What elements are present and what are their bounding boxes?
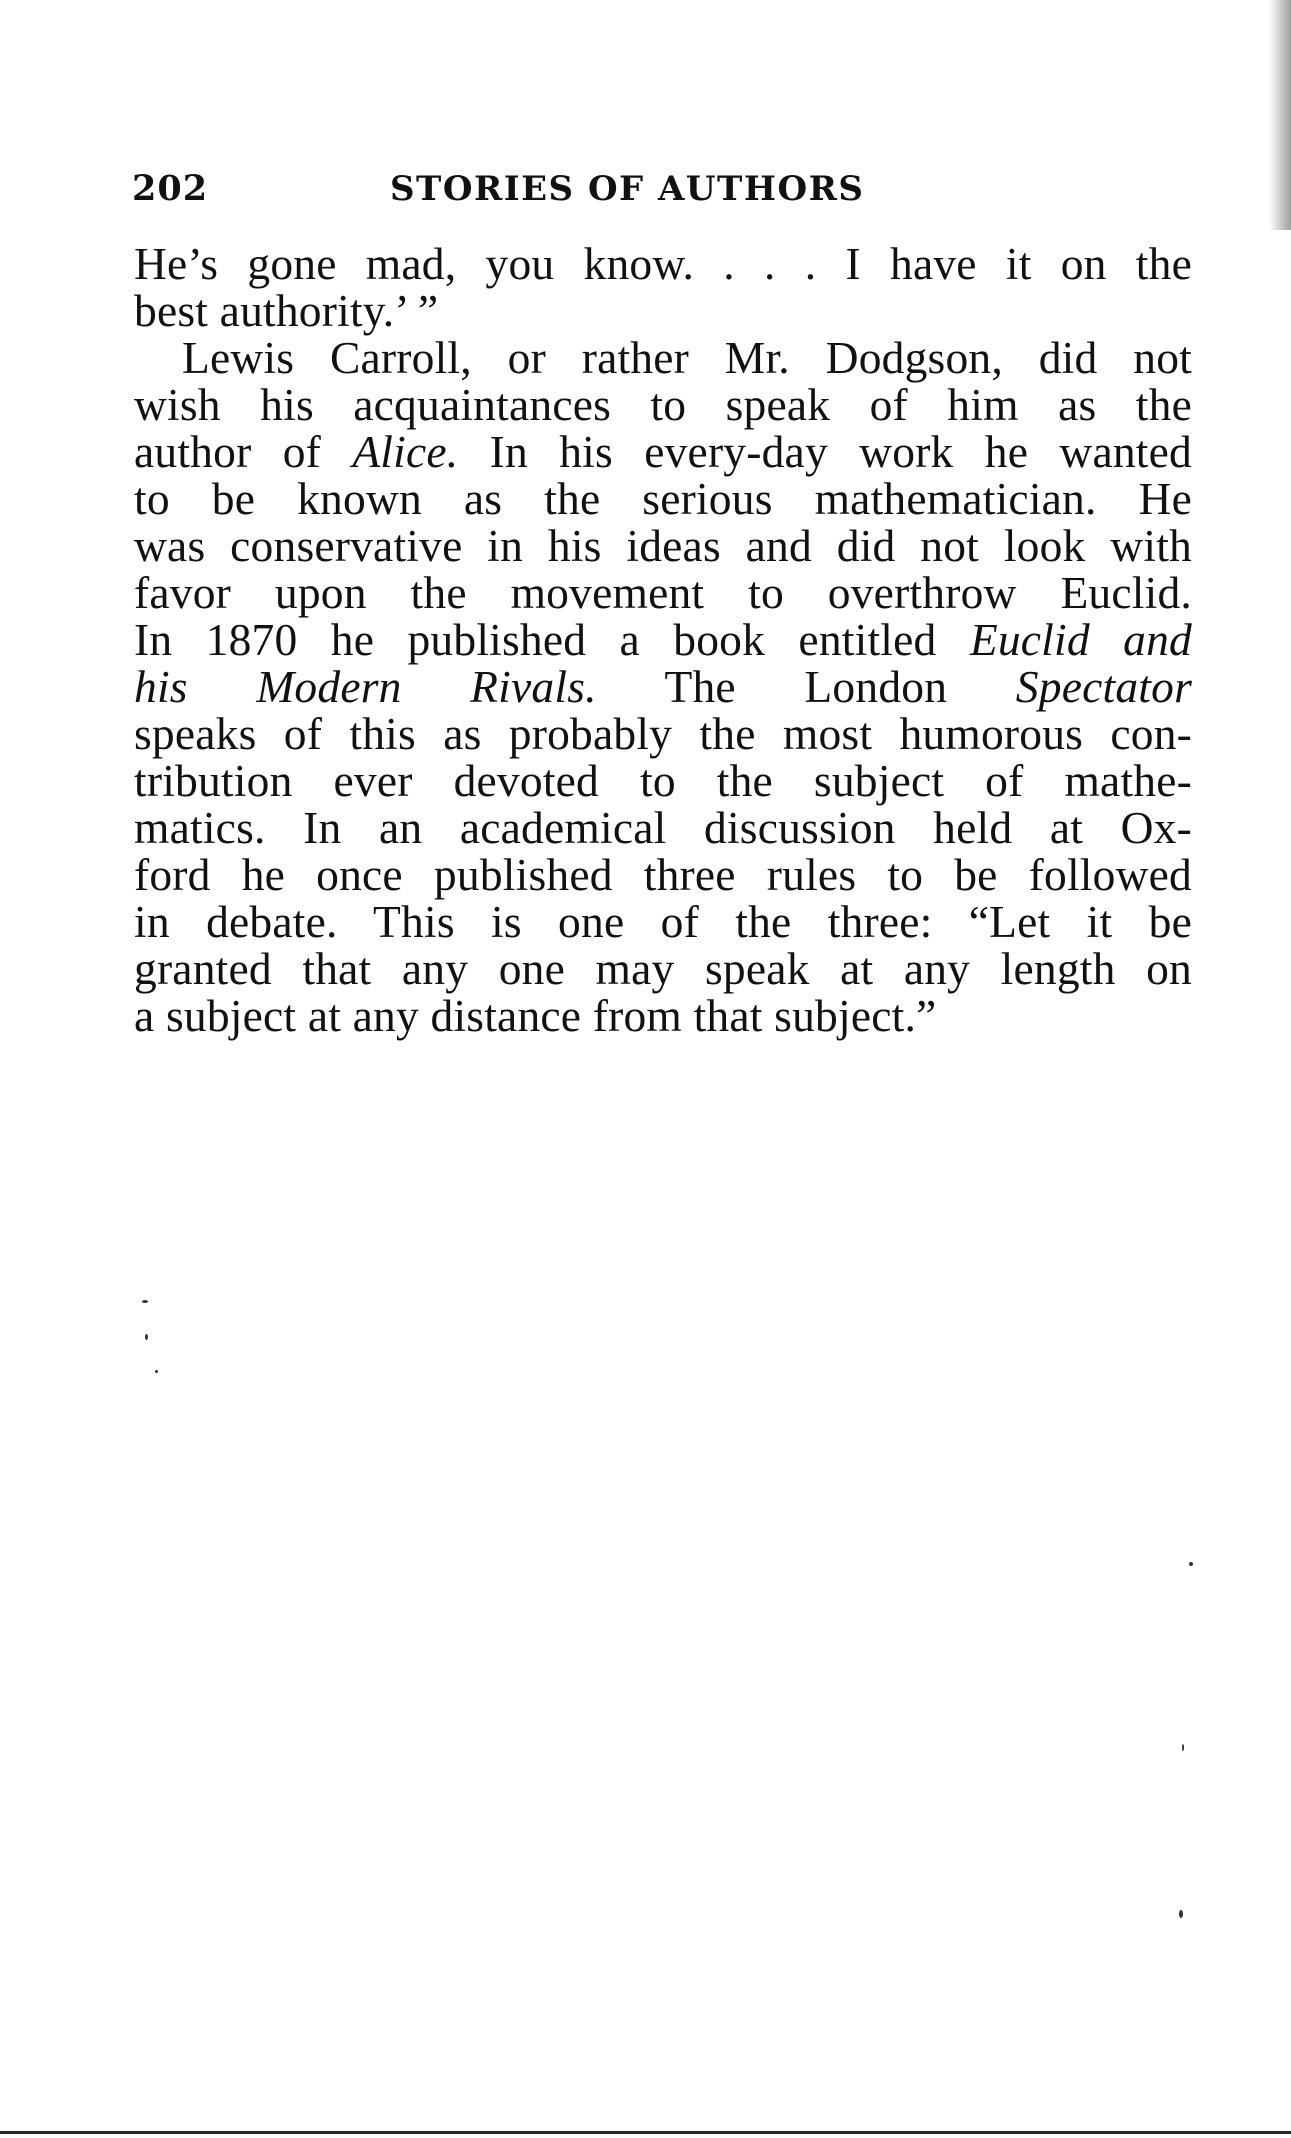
text-line: matics. In an academical discussion held at Ox-: [134, 802, 1192, 853]
page-edge-shadow: [1269, 0, 1291, 230]
text-line: Lewis Carroll, or rather Mr. Dodgson, did not: [182, 332, 1192, 383]
text-line: to be known as the serious mathematician. He: [134, 473, 1192, 524]
running-head: [132, 162, 1192, 216]
text-line: a subject at any distance from that subject.”: [134, 990, 937, 1041]
text-line: tribution ever devoted to the subject of mathe-: [134, 755, 1192, 806]
book-title-euclid: Euclid and: [969, 614, 1192, 665]
text-line: ford he once published three rules to be followed: [134, 849, 1192, 900]
text-line: favor upon the movement to overthrow Euclid.: [134, 567, 1192, 618]
running-title: STORIES OF AUTHORS: [390, 169, 865, 209]
text-line: his Modern Rivals. The London Spectator: [134, 661, 1192, 712]
text-line: granted that any one may speak at any length on: [134, 943, 1192, 994]
scan-speck: [1182, 1744, 1184, 1751]
scan-speck: [1189, 1562, 1193, 1566]
text-line: author of Alice. In his every-day work he wanted: [134, 426, 1192, 477]
text-line: He’s gone mad, you know. . . . I have it on the: [134, 238, 1192, 289]
scan-speck: [1179, 1910, 1183, 1918]
book-title-alice: Alice.: [352, 426, 459, 477]
book-title-euclid-cont: his Modern Rivals.: [134, 661, 597, 712]
bottom-edge-rule: [0, 2131, 1291, 2134]
scan-speck: [145, 1334, 148, 1340]
text-line: in debate. This is one of the three: “Let it be: [134, 896, 1192, 947]
page-number: 202: [132, 168, 209, 209]
scan-speck: [155, 1370, 158, 1373]
periodical-title-spectator: Spectator: [1015, 661, 1192, 712]
text-line: was conservative in his ideas and did not look with: [134, 520, 1192, 571]
text-line: best authority.’ ”: [134, 285, 439, 336]
text-line: speaks of this as probably the most humorous con-: [134, 708, 1192, 759]
body-text: [134, 240, 1192, 1039]
scan-speck: [142, 1300, 148, 1303]
text-line: wish his acquaintances to speak of him as the: [134, 379, 1192, 430]
text-line: In 1870 he published a book entitled Euclid and: [134, 614, 1192, 665]
